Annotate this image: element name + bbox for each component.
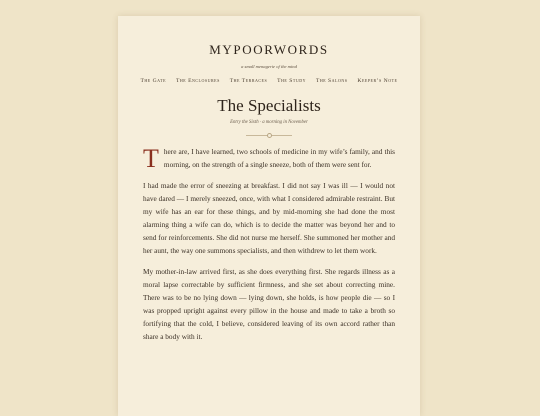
site-title[interactable]: MYPOORWORDS: [209, 42, 329, 57]
main-nav: [134, 75, 404, 88]
site-tagline: a small menagerie of the mind: [241, 64, 297, 69]
paragraph-2: I had made the error of sneezing at breakfast. I did not say I was ill — I would not have dared — I merely sneezed, once, with what I considered admirable restraint. But my wife has an ear for these things, and by mid-morning she had done the most alarming thing a wife can do, which is to decide the matter was beyond her and to send for reinforcements. She did not nurse me herself. She summoned her mother and her aunt, the way one summons specialists, and then withdrew to let them work.: [143, 181, 395, 255]
nav-item-the-terraces[interactable]: The Terraces: [229, 78, 268, 84]
post-body: [143, 145, 395, 343]
paragraph-1: [143, 145, 395, 171]
nav-item-keepers-note[interactable]: Keeper’s Note: [357, 78, 398, 84]
paragraph-3: My mother-in-law arrived first, as she does everything first. She regards illness as a moral lapse correctable by sufficient firmness, and she set about correcting mine. There was to be no lying down — lying down, she holds, is how people die — so I was propped upright against every pillow in the house and made to take a broth so fortifying that the cold, I believe, considered leaving of its own accord rather than share a body with it.: [143, 267, 395, 341]
article-page: [118, 16, 420, 416]
nav-item-the-salons[interactable]: The Salons: [315, 78, 348, 84]
post-title: The Specialists: [217, 96, 321, 115]
paragraph-1-text: here are, I have learned, two schools of medicine in my wife’s family, and this morning, on the strength of a single sneeze, both of them were sent for.: [163, 147, 395, 169]
masthead: [118, 16, 420, 88]
nav-item-the-enclosures[interactable]: The Enclosures: [175, 78, 220, 84]
ornament-divider: [246, 133, 292, 137]
post-meta: Entry the Sixth · a morning in November: [230, 120, 308, 125]
nav-item-the-study[interactable]: The Study: [277, 78, 306, 84]
nav-item-the-gate[interactable]: The Gate: [140, 78, 167, 84]
drop-cap: T: [143, 144, 159, 173]
divider-dot-icon: [267, 133, 272, 138]
